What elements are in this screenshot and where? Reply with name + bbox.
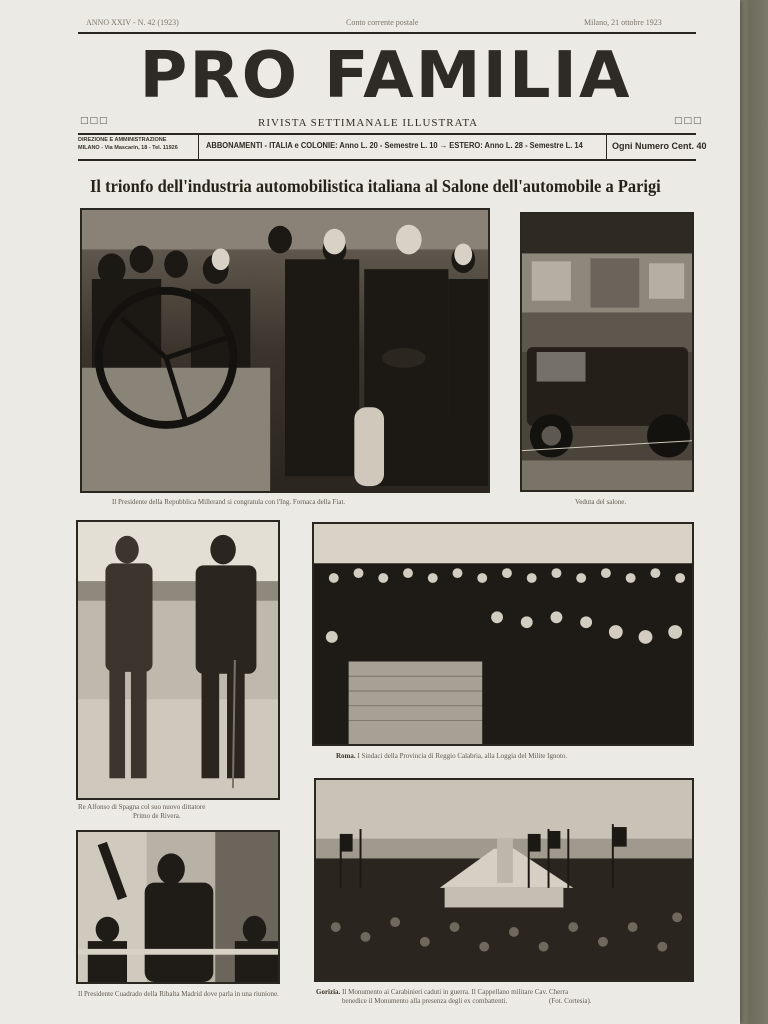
- place-date: Milano, 21 ottobre 1923: [584, 18, 662, 27]
- photo-salon-view: [520, 212, 694, 492]
- photo-rome-mayors-caption: [336, 752, 567, 761]
- newspaper-title: PRO FAMILIA: [139, 39, 632, 113]
- postal-account: Conto corrente postale: [346, 18, 419, 27]
- photo-gorizia-credit: (Fot. Cortesia).: [548, 997, 592, 1005]
- newspaper-subtitle: RIVISTA SETTIMANALE ILLUSTRATA: [258, 117, 479, 129]
- infobar-divider-2: [606, 135, 607, 159]
- photo-speaker-caption: Il Presidente Cuadrado della Ribalta Madrid dove parla in una riunione.: [78, 990, 279, 998]
- photo-gorizia-monument-image: [316, 780, 692, 980]
- photo-gorizia-caption-line1: [316, 988, 592, 997]
- photo-rome-mayors-image: [314, 524, 692, 744]
- photo-salon-view-caption: Veduta del salone.: [575, 498, 627, 506]
- background-surface: [738, 0, 768, 1024]
- subscription-rates: ABBONAMENTI - ITALIA e COLONIE: Anno L. 20 - Semestre L. 10 → ESTERO: Anno L. 28 - Semestre L. 14: [206, 141, 583, 150]
- administration-info: [78, 137, 194, 152]
- photo-president-car: [80, 208, 490, 493]
- photo-king-alfonso: [76, 520, 280, 800]
- administration-line2: MILANO - Via Mascarin, 18 - Tel. 11926: [78, 144, 178, 151]
- masthead-ornament-left: □□□: [80, 116, 109, 126]
- masthead-rule-top: [78, 133, 696, 135]
- photo-gorizia-caption-text-2: benedice il Monumento alla presenza degli ex combattenti.: [342, 997, 508, 1005]
- photo-salon-view-image: [522, 214, 692, 490]
- photo-king-alfonso-caption-line1: Re Alfonso di Spagna col suo nuovo dittatore: [78, 803, 206, 811]
- photo-king-alfonso-caption: [78, 803, 205, 821]
- infobar-divider-1: [198, 135, 199, 159]
- photo-king-alfonso-image: [78, 522, 278, 798]
- photo-gorizia-caption: [316, 988, 592, 1006]
- photo-rome-mayors: [312, 522, 694, 746]
- photo-king-alfonso-caption-line2: Primo de Rivera.: [133, 812, 181, 820]
- photo-gorizia-caption-line2: [316, 997, 592, 1006]
- headline: Il trionfo dell'industria automobilistica italiana al Salone dell'automobile a Parigi: [90, 176, 661, 196]
- photo-gorizia-caption-place: Gorizia.: [316, 988, 341, 996]
- photo-president-car-caption: Il Presidente della Repubblica Millerand si congratula con l'Ing. Fornaca della Fiat.: [112, 498, 346, 506]
- photo-gorizia-caption-text: Il Monumento ai Carabinieri caduti in guerra. Il Cappellano militare Cav. Cherra: [342, 988, 569, 996]
- photo-president-car-image: [82, 210, 488, 491]
- administration-line1: DIREZIONE E AMMINISTRAZIONE: [78, 137, 167, 143]
- photo-speaker: [76, 830, 280, 984]
- photo-gorizia-monument: [314, 778, 694, 982]
- photo-rome-mayors-caption-text: I Sindaci della Provincia di Reggio Calabria, alla Loggia del Milite Ignoto.: [357, 752, 568, 760]
- masthead: [78, 34, 693, 122]
- photo-rome-mayors-caption-place: Roma.: [336, 752, 356, 760]
- masthead-rule-bottom: [78, 159, 696, 161]
- photo-speaker-image: [78, 832, 278, 982]
- masthead-ornament-right: □□□: [674, 116, 703, 126]
- issue-number: ANNO XXIV - N. 42 (1923): [86, 18, 179, 27]
- issue-price: Ogni Numero Cent. 40: [612, 141, 707, 151]
